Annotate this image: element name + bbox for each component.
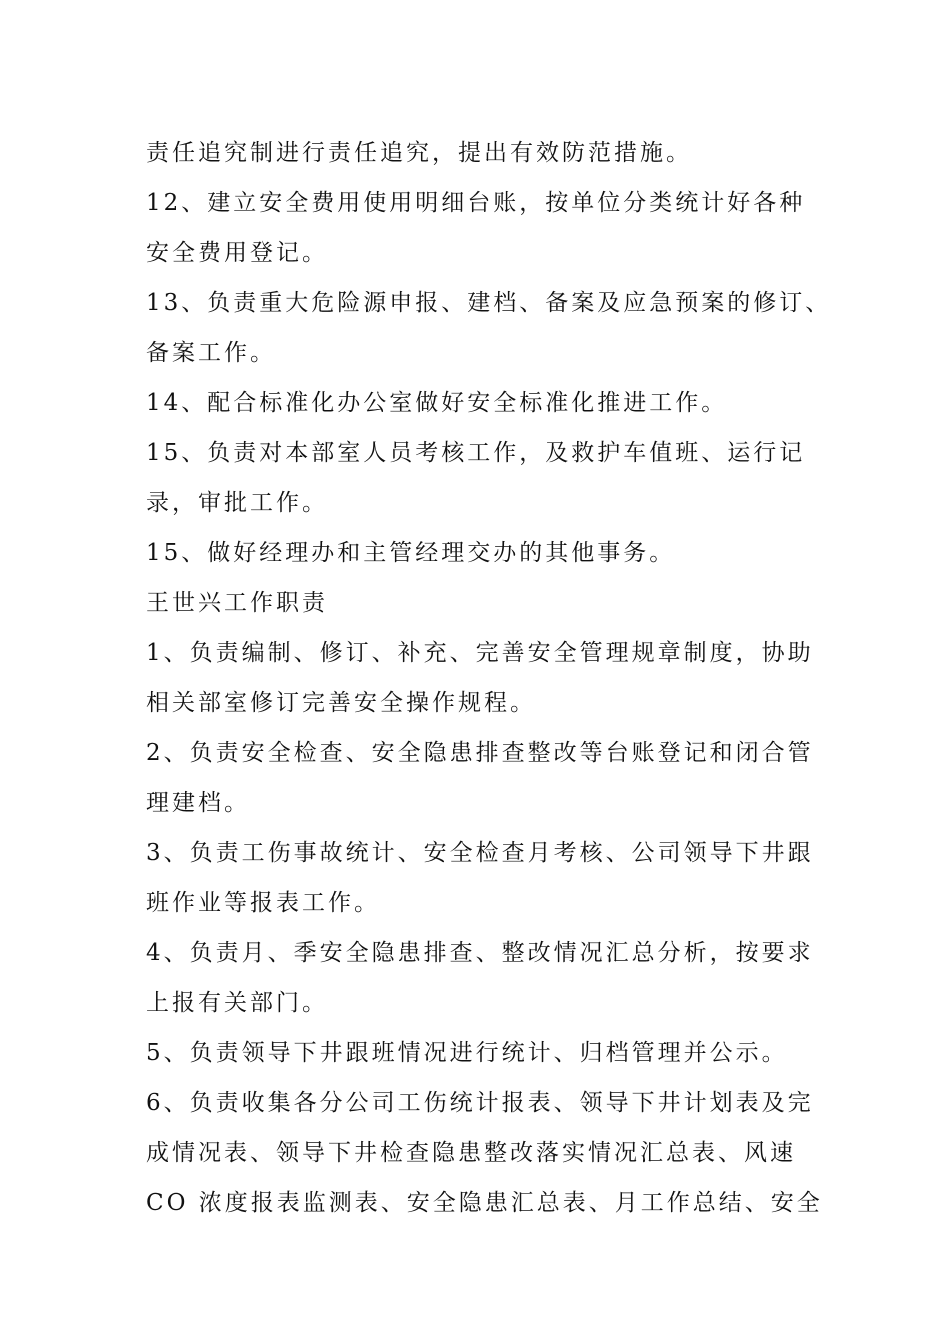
text-line: 录，审批工作。 [146,490,328,516]
text-line: 相关部室修订完善安全操作规程。 [146,690,536,716]
text-line: 15、负责对本部室人员考核工作，及救护车值班、运行记 [146,440,806,466]
text-line: 成情况表、领导下井检查隐患整改落实情况汇总表、风速 [146,1140,796,1166]
text-line: 班作业等报表工作。 [146,890,380,916]
text-line: 14、配合标准化办公室做好安全标准化推进工作。 [146,390,728,416]
text-line: 理建档。 [146,790,250,816]
text-line: CO 浓度报表监测表、安全隐患汇总表、月工作总结、安全 [146,1190,823,1216]
text-line: 12、建立安全费用使用明细台账，按单位分类统计好各种 [146,190,806,216]
text-line: 5、负责领导下井跟班情况进行统计、归档管理并公示。 [146,1040,788,1066]
text-line: 3、负责工伤事故统计、安全检查月考核、公司领导下井跟 [146,840,814,866]
text-line: 15、做好经理办和主管经理交办的其他事务。 [146,540,676,566]
text-line: 安全费用登记。 [146,240,328,266]
text-line: 上报有关部门。 [146,990,328,1016]
text-line: 2、负责安全检查、安全隐患排查整改等台账登记和闭合管 [146,740,814,766]
text-line: 备案工作。 [146,340,276,366]
text-line: 4、负责月、季安全隐患排查、整改情况汇总分析，按要求 [146,940,814,966]
text-line: 13、负责重大危险源申报、建档、备案及应急预案的修订、 [146,290,832,316]
text-line: 1、负责编制、修订、补充、完善安全管理规章制度，协助 [146,640,814,666]
text-line: 责任追究制进行责任追究，提出有效防范措施。 [146,140,692,166]
section-heading: 王世兴工作职责 [146,590,328,616]
text-line: 6、负责收集各分公司工伤统计报表、领导下井计划表及完 [146,1090,814,1116]
document-body [146,128,832,1228]
